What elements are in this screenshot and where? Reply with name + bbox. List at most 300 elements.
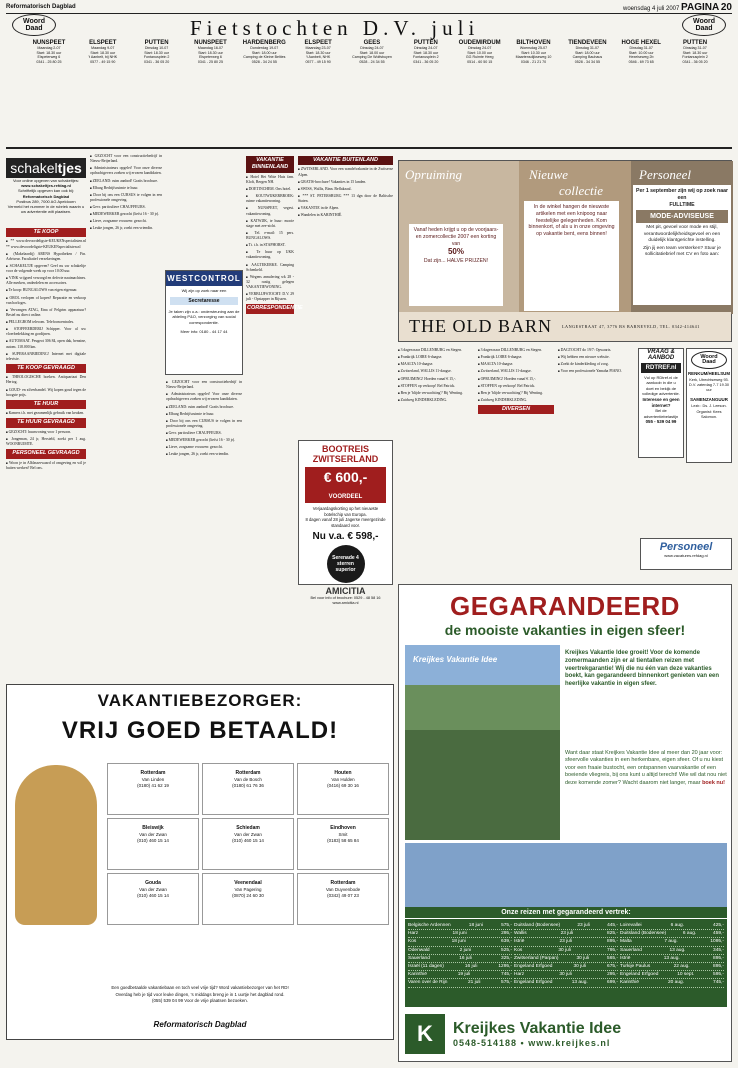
classified-ad: ■ Tt. t.h. in STAPHORST. (246, 243, 294, 248)
town-name: BILTHOVEN (516, 40, 551, 46)
town-detail: Maandag 16-07 (197, 46, 224, 50)
opruiming-box: Vanaf heden krijgt u op de voorjaars- en zomercollectie 2007 een korting van 50% Dat zijn... HALVE PRIJZEN! (409, 224, 503, 306)
distributor-cell (107, 763, 199, 815)
wd-text: Lezir.: Ds. J. Leeson. Organist: Kees Salomon. (691, 404, 727, 419)
trip-cell: 445,- (607, 923, 618, 928)
westcontrol-text: Je taken zijn o.a.: ondersteuning aan de afdeling P&O, verzorging van social correspondentie. (168, 309, 240, 325)
classified-ad: ■ Wij hebben een nieuwe website. (558, 355, 636, 360)
trip-cell: 13 aug. (669, 947, 686, 953)
classified-ad: ■ DOETINCHEM. Ons hotel. (246, 187, 294, 192)
rdtref-text: Bel de advertentiebelastijn (643, 408, 679, 419)
westcontrol-name: WESTCONTROL (166, 271, 242, 286)
classified-ad: ■ AUTOMAAT. Peugeot 306 84, open dak, benzine, autom. 118.000 km. (6, 339, 86, 349)
section-head: DIVERSEN (478, 405, 554, 414)
personeel-ad (640, 538, 732, 570)
trip-cell: Engeland Erfgoed (514, 963, 553, 969)
section-head: VAKANTIE BINNENLAND (246, 156, 294, 173)
bootreis-title: BOOTREIS (321, 444, 369, 454)
discount-percent: 50% (447, 247, 464, 257)
kreijkes-k-logo: K (405, 1014, 445, 1054)
trip-cell: 1095,- (710, 939, 724, 945)
town-detail: Dinsdag 24-07 (467, 46, 492, 50)
trip-row (408, 930, 512, 938)
town-detail: 't Aanbelt, NHK (306, 55, 331, 60)
classified-ad: ■ Ben je 'blijde verwachting'? Bij Wenting. (478, 391, 554, 396)
classified-ad: ■ VERBLIJFSTOCHT: D.V. 29 juli - Opstapper in Rijssen. (246, 292, 294, 302)
rabbit-illustration-icon (15, 765, 97, 925)
schakeltjes-url[interactable]: www.schakeltjes.refdag.nl (21, 183, 71, 189)
woord-daad-logo: Woord Daad (691, 351, 727, 369)
town-detail: Hexelseweg 2b (628, 55, 654, 60)
town-entry (237, 40, 291, 65)
photo-ground (405, 730, 560, 840)
trip-cell: 345,- (713, 947, 724, 953)
distributor-p: (0183) 58 65 84 (327, 838, 359, 844)
town-detail: Camping de Kleine Belties (243, 55, 286, 60)
trip-cell: 565,- (607, 955, 618, 961)
personeel-url[interactable]: www.vacatures.refdag.nl (664, 553, 708, 558)
classified-ad: ■ ZEELAND: ruim aanbod! Gratis brochure. (166, 405, 242, 410)
town-detail: Maartensdijkseweg 10 (515, 55, 552, 60)
town-detail: Start: 18.30 uur (305, 50, 331, 55)
section-head: CORRESPONDENTIE (246, 304, 294, 313)
kreijkes-contact[interactable]: 0548-514188 • www.kreijkes.nl (453, 1038, 611, 1048)
town-detail: Dinsdag 24-07 (360, 46, 384, 50)
distributor-p: (010) 460 15 14 (137, 838, 169, 844)
vacancy-title: MODE-ADVISEUSE (636, 210, 728, 223)
town-name: OUDEMIRDUM (458, 40, 501, 46)
trip-cell: 595,- (713, 972, 724, 978)
classified-ad: ■ Kamers t.h. met gezamenlijk gebruik van keuken. (6, 411, 86, 416)
trip-row (514, 922, 618, 930)
town-detail: 0341 - 25 80 25 (36, 60, 62, 65)
trip-cell: Engeland Erfgoed (514, 980, 553, 986)
trip-cell: 13 aug. (663, 955, 680, 961)
page-word: PAGINA (681, 2, 720, 13)
trip-row (408, 938, 512, 946)
logo-word-2: Daad (25, 25, 43, 32)
town-entry (130, 40, 184, 65)
trip-cell: Varen over de Rijn (408, 980, 448, 986)
kreijkes-sign: Kreijkes Vakantie Idee (413, 655, 498, 664)
classified-ad: ■ Frankrijk LOIRE 6-daagse. (478, 355, 554, 360)
schakeltjes-line: Vermeld het nummer in de rubriek waarin u uw advertentie wilt plaatsen. (7, 203, 85, 215)
trip-row (620, 971, 724, 979)
classified-ad: ■ VINK vrijgoed verzorgd en defecte naaimachines. Alle merken, onderdelen en accessoires. (6, 276, 86, 286)
classified-ad: ■ VAKANTIE in de Alpen. (298, 206, 393, 211)
trip-row (620, 955, 724, 963)
kreijkes-body: Want daar staat Kreijkes Vakantie Idee al meer dan 20 jaar voor: sfeervolle vakanties in een herkenbare, eigen sfeer. Of u nu kiest voor een fraaie bustocht, een ontspannen vaarvakantie of een boeiende vliegreis, bij ons kunt u altijd terecht! Wie wil dat nou niet deze komende zomer? Wacht daarom niet langer, maar boek nu! (565, 750, 727, 786)
vakantiebezorger-footer: Een goedbetaalde vakantiebaan en toch veel vrije tijd? Word vakantiebezorger van het RD! Overdag heb je tijd voor leuke dingen, 's middags breng je in 1 uurtje het dagblad rond. (055) 539 04 99 Voor de vrije plaatsen bezoeken. (111, 985, 289, 1004)
trip-cell: Kos (514, 947, 523, 953)
trip-row (514, 938, 618, 946)
town-detail: Start: 18.30 uur (36, 50, 62, 55)
town-detail: Camping Bauhaus (572, 55, 603, 60)
town-name: PUTTEN (413, 40, 438, 46)
distributor-cell (107, 818, 199, 870)
classified-ad: ■ Gevr. particuliere CHAUFFEURS. (166, 431, 242, 436)
trip-cell: 425,- (713, 923, 724, 928)
trip-cell: 825,- (607, 931, 618, 937)
town-detail: 0546 - 69 73 65 (628, 60, 654, 65)
woord-daad-logo-right (682, 14, 726, 36)
town-entry (345, 40, 399, 65)
distributor-p: (0342) 49 07 23 (327, 893, 359, 899)
classified-ad: ■ Woon je in Alblasserwaard of omgeving en wil je buiten werken? Bel ons. (6, 461, 86, 471)
section-head: PERSONEEL GEVRAAGD (6, 449, 86, 458)
trip-cell: 1295,- (498, 963, 512, 969)
rdtref-logo[interactable]: RDTREF.nl (641, 363, 681, 373)
trip-row (408, 971, 512, 979)
classified-ad: ■ STOFFEN op verkoop! Bel Patrick. (478, 384, 554, 389)
town-entry (76, 40, 130, 65)
town-entry (399, 40, 453, 65)
trip-cell: 30 juli (573, 963, 586, 969)
classified-ad: ■ MEDEWERKER gezocht (liefst 16 - 30 jr). (166, 438, 242, 443)
trip-cell: 13 aug. (571, 980, 588, 986)
town-detail: Start: 18.30 uur (682, 50, 708, 55)
distributor-p: (010) 460 15 14 (232, 838, 264, 844)
distributor-place: Eindhoven (330, 825, 356, 831)
classified-ad: ■ Elburg Bedrijfsruimte te huur. (90, 186, 162, 191)
logo-word-1: Woord (692, 18, 716, 25)
town-detail: 0514 - 60 50 15 (467, 60, 493, 65)
trip-cell: Karinthië (620, 980, 639, 986)
distributor-cell (297, 763, 389, 815)
classified-ad: ■ GEZOCHT voor een constructiebedrijf in Nieuw-Beijerland. (90, 154, 162, 164)
trips-title: Onze reizen met gegarandeerd vertrek: (405, 907, 727, 918)
nieuwe-heading: Nieuwe (529, 167, 568, 182)
old-barn-name: THE OLD BARN (409, 316, 552, 336)
trip-cell: Turkije Paulus (620, 963, 651, 969)
distributor-cell (107, 873, 199, 925)
classified-ad: ■ Hotel Het Witte Huis fam. Kloft, Bergen NH. (246, 175, 294, 185)
classified-ad: ■ Voor een professionele Yamaha PIANO. (558, 369, 636, 374)
classified-ad: ■ Jongeman, 24 jr, Hersteld, zoekt per 1 aug. WOONRUIMTE. (6, 437, 86, 447)
classified-ad: ■ Elburg Bedrijfsruimte te huur. (166, 412, 242, 417)
classified-ad: ■ Gevr. particuliere CHAUFFEURS. (90, 205, 162, 210)
schakeltjes-line: Postbus 289, 7000 AG Apeldoorn (16, 198, 76, 204)
trip-cell: Istrië (620, 955, 631, 961)
collectie-heading: collectie (559, 183, 604, 198)
town-detail: Dinsdag 31-07 (629, 46, 653, 50)
trip-row (514, 979, 618, 987)
classified-ad: ■ GEZOCHT: huurwoning voor 1 persoon. (6, 430, 86, 435)
section-head: TE KOOP GEVRAAGD (6, 364, 86, 373)
distributor-place: Rotterdam (140, 770, 166, 776)
town-detail: Maandag 2-07 (37, 46, 61, 50)
town-detail: Maandag 23-07 (305, 46, 331, 50)
classified-ad: ■ DAGTOCHT do 19/7: Opwaarts. (558, 348, 636, 353)
classified-ad: ■ Frankrijk LOIRE 6-daagse. (398, 355, 474, 360)
distributor-d: Van Duyvenbode (325, 887, 361, 892)
personeel-heading: Personeel (639, 167, 691, 182)
classified-ad: ■ MAALTA 10-daagse. (398, 362, 474, 367)
town-detail: Start: 18.30 uur (144, 50, 169, 55)
town-name: PUTTEN (683, 40, 708, 46)
classified-ad: ■ NUNSPEET, vegesi. vakantiewoning. (246, 206, 294, 216)
newspaper-name: Reformatorisch Dagblad (6, 4, 76, 10)
classified-ad: ■ Zwitserland, WALLIS 11-daagse. (478, 369, 554, 374)
classifieds-column-6 (478, 348, 554, 578)
trip-cell: Loirevallei (620, 923, 642, 928)
trip-cell: 575,- (501, 923, 512, 928)
town-name: NUNSPEET (32, 40, 66, 46)
classified-ad: ■ Wegens annulering wk 28 - 32 rustig gelegen VAKANTIEWONING. (246, 275, 294, 290)
classified-ad: ■ Administrateurs opgelet! Voor onze diverse opdrachtgevers zoeken wij ervaren kandidaten. (90, 166, 162, 176)
kreijkes-ad (398, 584, 732, 1062)
vakantiebezorger-heading: VAKANTIEBEZORGER: (97, 691, 303, 710)
trip-cell: Engeland Erfgoed (620, 972, 659, 978)
vakantiebezorger-ad (6, 684, 394, 1040)
trip-cell: 23 juli (560, 931, 574, 937)
trip-row (514, 963, 618, 971)
westcontrol-position: Secretaresse (170, 297, 238, 305)
distributor-d: Van Linden (141, 777, 165, 782)
town-detail: 0346 - 21 21 70 (520, 60, 547, 65)
bootreis-text: 8 dagen vanaf 28 juli Jagerse meergezinde standaard voor. (305, 517, 386, 529)
distributor-place: Houten (334, 770, 352, 776)
classifieds-column-7 (558, 348, 636, 578)
distributor-place: Schiedam (236, 825, 260, 831)
section-head: TE HUUR GEVRAAGD (6, 418, 86, 427)
trip-cell: 295,- (501, 931, 512, 937)
section-head: TE KOOP (6, 228, 86, 237)
town-detail: Elspeterweg 6 (199, 55, 222, 60)
town-detail: 0341 - 36 05 20 (413, 60, 439, 65)
distributor-d: Van der Zwan (139, 887, 167, 892)
classified-ad: ■ 3 dagen naar DILLENBURG en Siegen. (478, 348, 554, 353)
classified-ad: ■ Zwitserland, WALLIS 11-daagse. (398, 369, 474, 374)
schakeltjes-line: Schriftelijk opgeven kan ook bij: (17, 188, 75, 194)
town-entry (291, 40, 345, 65)
bootreis-from-price: Nu v.a. € 598,- (312, 530, 379, 542)
trip-cell: 23 juli (577, 923, 590, 928)
classified-ad: ■ ZEELAND: ruim aanbod! Gratis brochure. (90, 179, 162, 184)
section-head: TE HUUR (6, 400, 86, 409)
distributor-d: Van der Zwan (234, 832, 262, 837)
distributor-place: Bleiswijk (142, 825, 164, 831)
woord-daad-ad (686, 348, 732, 463)
rdtref-ad (638, 348, 684, 458)
town-detail: Maandag 9-07 (91, 46, 115, 50)
distributor-cell (297, 873, 389, 925)
classified-ad: ■ GOUD- en zilverhandel. Wij kopen goud tegen de hoogste prijs. (6, 388, 86, 398)
rdtref-text: Vul op RDtref.nl de aankoob in die u doet en bekijk de volledige advertentie. (642, 375, 680, 397)
distributor-d: Van der Zwan (139, 832, 167, 837)
trip-row (408, 955, 512, 963)
classified-ad: ■ AAGTEKERKE. Camping Schenkeld. (246, 263, 294, 273)
classified-ad: ■ ** www.devoordeligste-KEUKENspecialisten.nl ** www.devoordeligste-KEUKENspecialisten.nl (6, 239, 86, 249)
town-detail: Dinsdag 31-07 (575, 46, 600, 50)
trip-cell: 16 juli (459, 955, 472, 961)
town-detail: 0528 - 24 34 55 (359, 60, 385, 65)
classified-ad: ■ Leuke jongen, 26 jr, zoekt een vriendin. (90, 226, 162, 231)
town-entry (507, 40, 561, 65)
classified-ad: ■ GRATIS-brochure! Vakanties in 15 landen. (298, 180, 393, 185)
newspaper-logo: Reformatorisch Dagblad (153, 1020, 247, 1029)
trip-cell: 675,- (607, 963, 618, 969)
schakeltjes-line: Voor online opgeven van schakeltjes: (12, 178, 80, 183)
personeel-label: Personeel (659, 541, 713, 553)
classified-ad: ■ Zuidweg KINDERKLEDING. (478, 398, 554, 403)
price-label: VOORDEEL (328, 494, 363, 500)
town-entry (560, 40, 614, 65)
distributor-cell (202, 763, 294, 815)
trip-cell: 30 juli (576, 955, 590, 961)
classified-ad: ■ ZWITSERLAND. Voor een wandelvakantie in de Zwitserse Alpen. (298, 167, 393, 177)
page-number: 20 (720, 2, 732, 13)
classified-ad: ■ KATWIJK, te huur: mooie stage met zee-zicht. (246, 219, 294, 229)
old-barn-ad (398, 160, 732, 342)
distributor-cell (202, 873, 294, 925)
distributor-p: (010) 460 15 14 (137, 893, 169, 899)
masthead-title: Fietstochten D.V. juli (190, 16, 480, 40)
trip-cell: 525,- (501, 947, 512, 953)
wd-event: SAMENZANGUUR (690, 397, 728, 403)
classified-ad: ■ Door bij ons een CURSUS te volgen in een professionele omgeving. (166, 419, 242, 429)
trip-cell: 2 juni (459, 947, 472, 953)
classified-ad: ■ MEDEWERKER gezocht (liefst 16 - 30 jr). (90, 212, 162, 217)
trip-row (620, 947, 724, 955)
trip-cell: 20 aug. (667, 980, 684, 986)
town-detail: Elspeterweg 6 (37, 55, 61, 60)
trip-row (620, 979, 724, 987)
trip-cell: Karinthië (408, 972, 427, 978)
trip-cell: 18 juni (451, 939, 466, 945)
town-detail: Start: 18.30 uur (198, 50, 223, 55)
opruiming-heading: Opruiming (405, 167, 463, 182)
trip-cell: Duitsland (Bodensee) (620, 931, 667, 937)
westcontrol-phone: Meer info: 0180 - 44 17 44 (180, 328, 228, 334)
town-detail: Start: 10.00 uur (467, 50, 493, 55)
classifieds-column-2 (90, 154, 162, 679)
trips-table (405, 919, 727, 1007)
trip-cell: 745,- (501, 972, 512, 978)
distributor-place: Rotterdam (235, 770, 261, 776)
town-detail: 0528 - 34 34 55 (574, 60, 600, 65)
trip-cell: 7 aug. (664, 939, 678, 945)
town-entry (453, 40, 507, 65)
vakantiebezorger-subheading: VRIJ GOED BETAALD! (61, 717, 339, 744)
town-detail: 0528 - 34 24 55 (251, 60, 277, 65)
trip-row (408, 963, 512, 971)
price-value: € 600,- (323, 469, 368, 485)
town-detail: 0577 - 49 15 90 (90, 60, 116, 65)
trip-cell: 23 juli (559, 939, 572, 945)
trip-cell: Istrië (514, 939, 525, 945)
trip-cell: 6 aug. (682, 931, 697, 937)
trip-row (514, 930, 618, 938)
distributor-grid (107, 763, 389, 925)
logo-word-1: Woord (22, 18, 46, 25)
town-detail: 0341 - 36 05 20 (682, 60, 708, 65)
trip-cell: Kos (408, 939, 417, 945)
distributor-d: Van de Bosch (234, 777, 262, 782)
classified-ad: ■ PELLEGROM telecom. Telefooncentrales. (6, 320, 86, 325)
town-name: HARDENBERG (242, 40, 286, 46)
classifieds-column-2b (166, 380, 242, 680)
old-barn-footer (399, 312, 731, 341)
town-detail: Donderdag 19-07 (250, 46, 279, 50)
town-entry (22, 40, 76, 65)
logo-word-2: Daad (695, 25, 713, 32)
town-list (22, 40, 722, 65)
town-entry (614, 40, 668, 65)
classified-ad: ■ SUPERAANBIEDING! Internet met digitale televisie. (6, 352, 86, 362)
collectie-box: In de winkel hangen de nieuwste artikelen met een knipoog naar feestelijke gelegenheden. Kom binnenkort, of als u in onze omgeving op vakantie bent, eens binnen! (524, 201, 619, 311)
bootreis-ad (298, 440, 393, 605)
classified-ad: ■ Zoekt de kinderkleding of zorg. (558, 362, 636, 367)
classified-ad: ■ OROL verlopen of kopen? Reparatie en verkoop van horloges. (6, 296, 86, 306)
classified-ad: ■ Administrateurs opgelet! Voor onze diverse opdrachtgevers zoeken wij ervaren kandidaten. (166, 392, 242, 402)
distributor-cell (297, 818, 389, 870)
classified-ad: ■ Door bij ons een CURSUS te volgen in een professionele omgeving. (90, 193, 162, 203)
town-detail: 0577 - 49 15 90 (305, 60, 331, 65)
classified-ad: ■ Te koop: BUNGALOWS van eigen eigenaar. (6, 288, 86, 293)
town-detail: Dinsdag 24-07 (414, 46, 438, 50)
bootreis-country: ZWITSERLAND (312, 454, 379, 464)
page-date (623, 2, 732, 13)
trip-cell: 295,- (607, 972, 618, 978)
classified-ad: ■ *** ST. PETERSBURG *** 13 dgn door de Baltische Staten. (298, 194, 393, 204)
trip-cell: Sauerland (408, 955, 430, 961)
trip-cell: 21 juli (467, 980, 481, 986)
classified-ad: ■ MAALTA 10-daagse. (478, 362, 554, 367)
trip-cell: 575,- (501, 980, 512, 986)
bootreis-price (305, 467, 386, 503)
town-detail: 0341 - 25 80 25 (197, 60, 224, 65)
distributor-place: Gouda (145, 880, 161, 886)
trip-cell: 699,- (607, 980, 618, 986)
trip-cell: Harz (514, 972, 525, 978)
classified-ad: ■ SCHAKELTJE opgeven? Geef nu uw schakeltje voor de volgende week op voor 10.00 uur. (6, 264, 86, 274)
trip-cell: 895,- (713, 963, 724, 969)
distributor-cell (202, 818, 294, 870)
town-detail: Fontanusplein 2 (682, 55, 708, 60)
classified-ad: ■ Te huur op UKK vakantiewoning. (246, 250, 294, 260)
masthead-rule (6, 147, 732, 149)
town-detail: Start: 18.30 uur (413, 50, 439, 55)
town-name: TIENDEVEEN (568, 40, 607, 46)
trip-cell: Belgische Ardennen (408, 923, 451, 928)
trip-cell: 18 juni (468, 923, 483, 928)
trip-row (620, 922, 724, 930)
kreijkes-footer (405, 1011, 727, 1057)
distributor-p: (0416) 69 30 16 (327, 783, 359, 789)
town-detail: Fontanusplein 2 (413, 55, 439, 60)
schakeltjes-header (6, 158, 86, 223)
classified-ad: ■ STOFFEN op verkoop! Bel Patrick. (398, 384, 474, 389)
trip-row (514, 971, 618, 979)
wd-text: Kerk, Utrechtseweg 93. D.V. zaterdag 7-7 19.30 uur (689, 378, 729, 393)
westcontrol-text: Wij zijn op zoek naar een (181, 288, 227, 293)
classified-ad: ■ Wandelen in KARINTHIË. (298, 213, 393, 218)
amicitia-contact: Bel voor info of brochure: 0529 - 48 58 16 www.amicitia.nl (310, 595, 381, 605)
town-detail: Start: 18.00 uur (359, 50, 385, 55)
town-name: ELSPEET (89, 40, 117, 46)
vakantie-buitenland-column (298, 154, 393, 436)
rdtref-head: VRAAG & AANBOD (647, 349, 675, 361)
distributor-p: (0180) 61 76 36 (232, 783, 264, 789)
trip-cell: 325,- (501, 955, 512, 961)
trip-cell: Sauerland (620, 947, 642, 953)
trip-cell: 30 juli (559, 972, 572, 978)
classified-ad: ■ Lieve, zorgzame vrouwen: gezocht. (166, 445, 242, 450)
distributor-p: (0870) 24 60 30 (232, 893, 264, 899)
trip-cell: Malta (620, 939, 632, 945)
trip-cell: Odenwald (408, 947, 430, 953)
